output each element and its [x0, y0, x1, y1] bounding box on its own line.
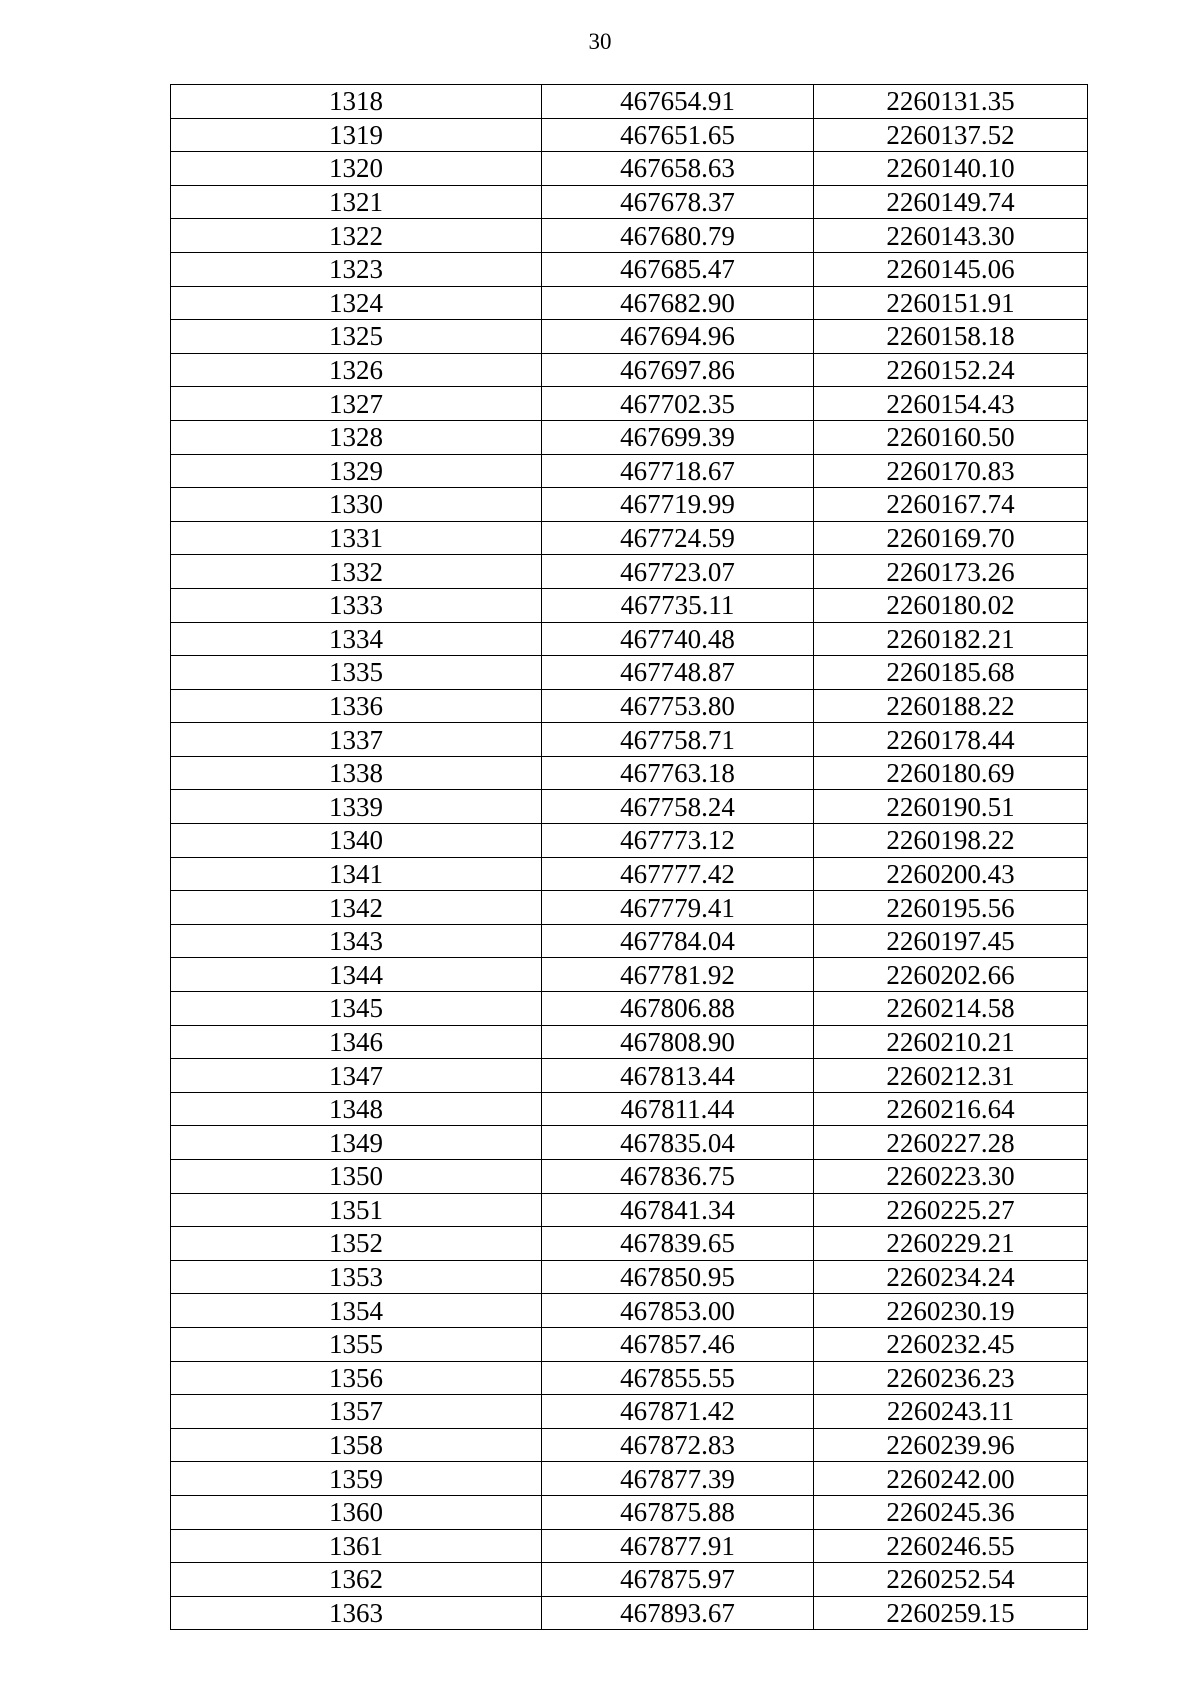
table-row	[171, 488, 1088, 522]
point-number-cell: 1318	[171, 85, 542, 119]
x-coordinate-cell: 467718.67	[542, 454, 814, 488]
point-number-cell: 1329	[171, 454, 542, 488]
point-number-cell: 1341	[171, 857, 542, 891]
x-coordinate-cell: 467748.87	[542, 656, 814, 690]
y-coordinate-cell: 2260137.52	[814, 118, 1088, 152]
point-number-cell: 1319	[171, 118, 542, 152]
y-coordinate-cell: 2260216.64	[814, 1092, 1088, 1126]
point-number-cell: 1362	[171, 1563, 542, 1597]
table-row	[171, 756, 1088, 790]
y-coordinate-cell: 2260242.00	[814, 1462, 1088, 1496]
x-coordinate-cell: 467682.90	[542, 286, 814, 320]
point-number-cell: 1325	[171, 320, 542, 354]
y-coordinate-cell: 2260212.31	[814, 1059, 1088, 1093]
y-coordinate-cell: 2260214.58	[814, 992, 1088, 1026]
y-coordinate-cell: 2260140.10	[814, 152, 1088, 186]
y-coordinate-cell: 2260259.15	[814, 1596, 1088, 1630]
point-number-cell: 1328	[171, 420, 542, 454]
point-number-cell: 1331	[171, 521, 542, 555]
x-coordinate-cell: 467758.24	[542, 790, 814, 824]
y-coordinate-cell: 2260210.21	[814, 1025, 1088, 1059]
point-number-cell: 1343	[171, 924, 542, 958]
y-coordinate-cell: 2260227.28	[814, 1126, 1088, 1160]
x-coordinate-cell: 467784.04	[542, 924, 814, 958]
table-row	[171, 1193, 1088, 1227]
x-coordinate-cell: 467781.92	[542, 958, 814, 992]
y-coordinate-cell: 2260190.51	[814, 790, 1088, 824]
table-row	[171, 723, 1088, 757]
point-number-cell: 1340	[171, 824, 542, 858]
point-number-cell: 1359	[171, 1462, 542, 1496]
table-row	[171, 790, 1088, 824]
y-coordinate-cell: 2260149.74	[814, 185, 1088, 219]
y-coordinate-cell: 2260151.91	[814, 286, 1088, 320]
x-coordinate-cell: 467680.79	[542, 219, 814, 253]
point-number-cell: 1363	[171, 1596, 542, 1630]
y-coordinate-cell: 2260246.55	[814, 1529, 1088, 1563]
x-coordinate-cell: 467702.35	[542, 387, 814, 421]
table-row	[171, 1596, 1088, 1630]
y-coordinate-cell: 2260158.18	[814, 320, 1088, 354]
table-row	[171, 1294, 1088, 1328]
point-number-cell: 1354	[171, 1294, 542, 1328]
table-row	[171, 1227, 1088, 1261]
x-coordinate-cell: 467658.63	[542, 152, 814, 186]
table-row	[171, 1428, 1088, 1462]
x-coordinate-cell: 467841.34	[542, 1193, 814, 1227]
y-coordinate-cell: 2260245.36	[814, 1495, 1088, 1529]
table-row	[171, 1529, 1088, 1563]
point-number-cell: 1324	[171, 286, 542, 320]
table-row	[171, 185, 1088, 219]
table-row	[171, 286, 1088, 320]
table-row	[171, 420, 1088, 454]
x-coordinate-cell: 467773.12	[542, 824, 814, 858]
y-coordinate-cell: 2260252.54	[814, 1563, 1088, 1597]
x-coordinate-cell: 467850.95	[542, 1260, 814, 1294]
table-row	[171, 85, 1088, 119]
y-coordinate-cell: 2260239.96	[814, 1428, 1088, 1462]
y-coordinate-cell: 2260223.30	[814, 1160, 1088, 1194]
point-number-cell: 1320	[171, 152, 542, 186]
point-number-cell: 1321	[171, 185, 542, 219]
y-coordinate-cell: 2260145.06	[814, 252, 1088, 286]
x-coordinate-cell: 467811.44	[542, 1092, 814, 1126]
x-coordinate-cell: 467813.44	[542, 1059, 814, 1093]
point-number-cell: 1349	[171, 1126, 542, 1160]
point-number-cell: 1350	[171, 1160, 542, 1194]
x-coordinate-cell: 467678.37	[542, 185, 814, 219]
x-coordinate-cell: 467893.67	[542, 1596, 814, 1630]
x-coordinate-cell: 467753.80	[542, 689, 814, 723]
point-number-cell: 1351	[171, 1193, 542, 1227]
point-number-cell: 1335	[171, 656, 542, 690]
x-coordinate-cell: 467723.07	[542, 555, 814, 589]
point-number-cell: 1361	[171, 1529, 542, 1563]
table-row	[171, 353, 1088, 387]
point-number-cell: 1327	[171, 387, 542, 421]
table-row	[171, 1361, 1088, 1395]
point-number-cell: 1323	[171, 252, 542, 286]
x-coordinate-cell: 467654.91	[542, 85, 814, 119]
table-row	[171, 1260, 1088, 1294]
point-number-cell: 1357	[171, 1395, 542, 1429]
y-coordinate-cell: 2260232.45	[814, 1327, 1088, 1361]
x-coordinate-cell: 467699.39	[542, 420, 814, 454]
x-coordinate-cell: 467651.65	[542, 118, 814, 152]
x-coordinate-cell: 467808.90	[542, 1025, 814, 1059]
table-row	[171, 924, 1088, 958]
x-coordinate-cell: 467740.48	[542, 622, 814, 656]
x-coordinate-cell: 467724.59	[542, 521, 814, 555]
point-number-cell: 1334	[171, 622, 542, 656]
x-coordinate-cell: 467758.71	[542, 723, 814, 757]
table-row	[171, 1059, 1088, 1093]
x-coordinate-cell: 467779.41	[542, 891, 814, 925]
table-row	[171, 555, 1088, 589]
table-row	[171, 1563, 1088, 1597]
y-coordinate-cell: 2260167.74	[814, 488, 1088, 522]
table-row	[171, 891, 1088, 925]
y-coordinate-cell: 2260180.02	[814, 588, 1088, 622]
x-coordinate-cell: 467719.99	[542, 488, 814, 522]
point-number-cell: 1333	[171, 588, 542, 622]
y-coordinate-cell: 2260197.45	[814, 924, 1088, 958]
x-coordinate-cell: 467875.88	[542, 1495, 814, 1529]
table-row	[171, 958, 1088, 992]
point-number-cell: 1355	[171, 1327, 542, 1361]
y-coordinate-cell: 2260200.43	[814, 857, 1088, 891]
x-coordinate-cell: 467857.46	[542, 1327, 814, 1361]
x-coordinate-cell: 467763.18	[542, 756, 814, 790]
point-number-cell: 1332	[171, 555, 542, 589]
table-row	[171, 824, 1088, 858]
table-row	[171, 689, 1088, 723]
table-row	[171, 252, 1088, 286]
table-row	[171, 320, 1088, 354]
table-row	[171, 387, 1088, 421]
y-coordinate-cell: 2260178.44	[814, 723, 1088, 757]
point-number-cell: 1338	[171, 756, 542, 790]
point-number-cell: 1322	[171, 219, 542, 253]
table-row	[171, 656, 1088, 690]
y-coordinate-cell: 2260229.21	[814, 1227, 1088, 1261]
x-coordinate-cell: 467875.97	[542, 1563, 814, 1597]
y-coordinate-cell: 2260198.22	[814, 824, 1088, 858]
y-coordinate-cell: 2260234.24	[814, 1260, 1088, 1294]
y-coordinate-cell: 2260195.56	[814, 891, 1088, 925]
point-number-cell: 1339	[171, 790, 542, 824]
table-row	[171, 992, 1088, 1026]
y-coordinate-cell: 2260173.26	[814, 555, 1088, 589]
point-number-cell: 1347	[171, 1059, 542, 1093]
y-coordinate-cell: 2260131.35	[814, 85, 1088, 119]
y-coordinate-cell: 2260236.23	[814, 1361, 1088, 1395]
y-coordinate-cell: 2260143.30	[814, 219, 1088, 253]
point-number-cell: 1353	[171, 1260, 542, 1294]
table-row	[171, 1160, 1088, 1194]
x-coordinate-cell: 467694.96	[542, 320, 814, 354]
table-row	[171, 219, 1088, 253]
x-coordinate-cell: 467877.39	[542, 1462, 814, 1496]
x-coordinate-cell: 467735.11	[542, 588, 814, 622]
x-coordinate-cell: 467836.75	[542, 1160, 814, 1194]
y-coordinate-cell: 2260202.66	[814, 958, 1088, 992]
point-number-cell: 1330	[171, 488, 542, 522]
y-coordinate-cell: 2260160.50	[814, 420, 1088, 454]
y-coordinate-cell: 2260185.68	[814, 656, 1088, 690]
point-number-cell: 1344	[171, 958, 542, 992]
y-coordinate-cell: 2260230.19	[814, 1294, 1088, 1328]
y-coordinate-cell: 2260169.70	[814, 521, 1088, 555]
x-coordinate-cell: 467777.42	[542, 857, 814, 891]
table-row	[171, 152, 1088, 186]
point-number-cell: 1360	[171, 1495, 542, 1529]
x-coordinate-cell: 467697.86	[542, 353, 814, 387]
y-coordinate-cell: 2260188.22	[814, 689, 1088, 723]
coordinates-table-body	[171, 85, 1088, 1630]
point-number-cell: 1337	[171, 723, 542, 757]
point-number-cell: 1358	[171, 1428, 542, 1462]
x-coordinate-cell: 467835.04	[542, 1126, 814, 1160]
table-row	[171, 1025, 1088, 1059]
coordinates-table	[170, 84, 1088, 1630]
point-number-cell: 1345	[171, 992, 542, 1026]
point-number-cell: 1342	[171, 891, 542, 925]
x-coordinate-cell: 467877.91	[542, 1529, 814, 1563]
point-number-cell: 1348	[171, 1092, 542, 1126]
point-number-cell: 1356	[171, 1361, 542, 1395]
y-coordinate-cell: 2260154.43	[814, 387, 1088, 421]
y-coordinate-cell: 2260180.69	[814, 756, 1088, 790]
y-coordinate-cell: 2260243.11	[814, 1395, 1088, 1429]
y-coordinate-cell: 2260152.24	[814, 353, 1088, 387]
table-row	[171, 1462, 1088, 1496]
y-coordinate-cell: 2260170.83	[814, 454, 1088, 488]
table-row	[171, 1495, 1088, 1529]
table-row	[171, 521, 1088, 555]
table-row	[171, 588, 1088, 622]
page-number: 30	[588, 29, 612, 54]
point-number-cell: 1352	[171, 1227, 542, 1261]
table-row	[171, 1092, 1088, 1126]
x-coordinate-cell: 467855.55	[542, 1361, 814, 1395]
x-coordinate-cell: 467839.65	[542, 1227, 814, 1261]
y-coordinate-cell: 2260225.27	[814, 1193, 1088, 1227]
x-coordinate-cell: 467685.47	[542, 252, 814, 286]
point-number-cell: 1346	[171, 1025, 542, 1059]
x-coordinate-cell: 467853.00	[542, 1294, 814, 1328]
table-row	[171, 1327, 1088, 1361]
point-number-cell: 1336	[171, 689, 542, 723]
point-number-cell: 1326	[171, 353, 542, 387]
x-coordinate-cell: 467872.83	[542, 1428, 814, 1462]
x-coordinate-cell: 467871.42	[542, 1395, 814, 1429]
table-row	[171, 454, 1088, 488]
table-row	[171, 1395, 1088, 1429]
table-row	[171, 622, 1088, 656]
table-row	[171, 118, 1088, 152]
x-coordinate-cell: 467806.88	[542, 992, 814, 1026]
y-coordinate-cell: 2260182.21	[814, 622, 1088, 656]
table-row	[171, 857, 1088, 891]
table-row	[171, 1126, 1088, 1160]
